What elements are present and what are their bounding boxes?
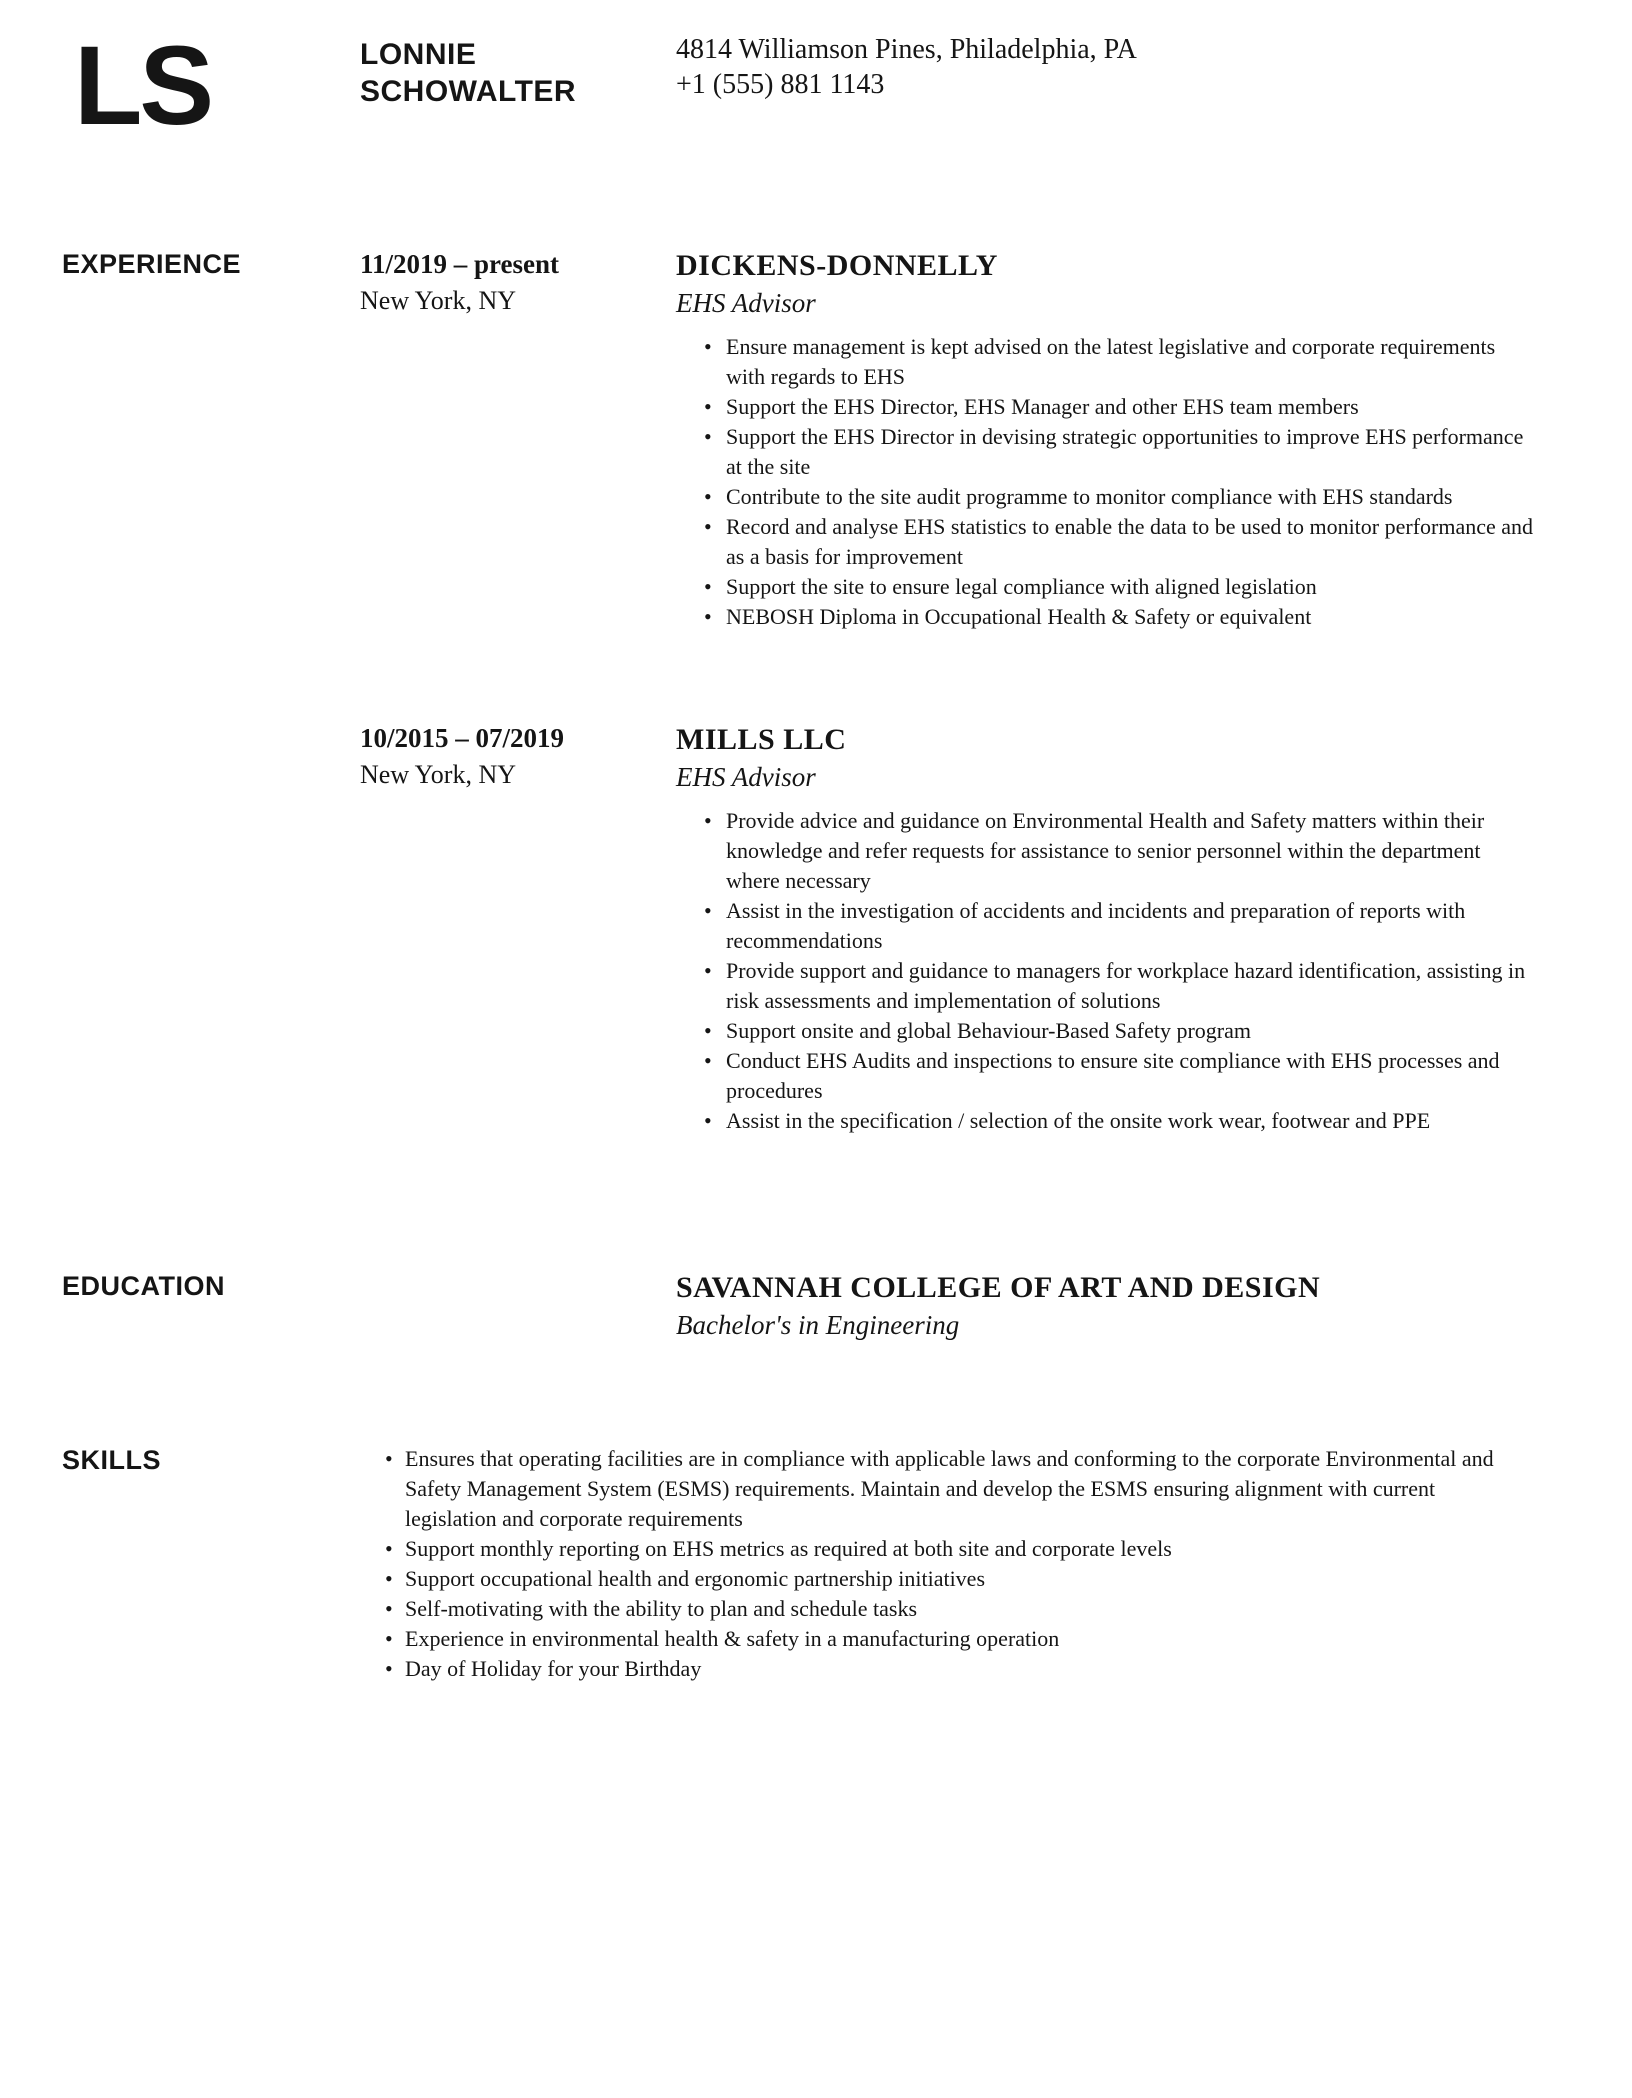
school-name: SAVANNAH COLLEGE OF ART AND DESIGN (676, 1271, 1321, 1304)
education-content (676, 1270, 1562, 1342)
header (62, 23, 1562, 148)
bullet-item: • Support onsite and global Behaviour-Based Safety program (676, 1016, 1536, 1046)
section-education (62, 1270, 1562, 1342)
skill-item: • Support occupational health and ergonomic partnership initiatives (360, 1564, 1523, 1594)
bullet-item: • Provide support and guidance to managers for workplace hazard identification, assisting in risk assessments and implementation of solutions (676, 956, 1536, 1016)
section-experience (62, 248, 1562, 632)
bullet-item: • Conduct EHS Audits and inspections to ensure site compliance with EHS processes and procedures (676, 1046, 1536, 1106)
bullet-item: • Support the site to ensure legal compliance with aligned legislation (676, 572, 1536, 602)
contact-phone: +1 (555) 881 1143 (676, 69, 885, 100)
bullet-item: • Support the EHS Director in devising strategic opportunities to improve EHS performance at the site (676, 422, 1536, 482)
bullet-item: • Assist in the investigation of accidents and incidents and preparation of reports with recommendations (676, 896, 1536, 956)
job2-title: EHS Advisor (676, 762, 816, 792)
bullet-item: • Assist in the specification / selection of the onsite work wear, footwear and PPE (676, 1106, 1536, 1136)
bullet-item: • Provide advice and guidance on Environmental Health and Safety matters within their knowledge and refer requests for assistance to senior personnel within the department where necessary (676, 806, 1536, 896)
first-name: LONNIE (360, 38, 477, 71)
education-label: EDUCATION (62, 1271, 225, 1301)
bullet-item: • Contribute to the site audit programme to monitor compliance with EHS standards (676, 482, 1536, 512)
job2-content (676, 722, 1562, 1136)
skill-item: • Support monthly reporting on EHS metrics as required at both site and corporate levels (360, 1534, 1523, 1564)
job1-bullets (676, 332, 1562, 632)
full-name (360, 30, 676, 110)
skill-item: • Experience in environmental health & safety in a manufacturing operation (360, 1624, 1523, 1654)
bullet-item: • Ensure management is kept advised on the latest legislative and corporate requirements with regards to EHS (676, 332, 1536, 392)
bullet-item: • Record and analyse EHS statistics to enable the data to be used to monitor performance and as a basis for improvement (676, 512, 1536, 572)
experience-label: EXPERIENCE (62, 249, 242, 279)
job2-company: MILLS LLC (676, 723, 847, 756)
skills-label: SKILLS (62, 1445, 162, 1475)
job2-bullets (676, 806, 1562, 1136)
experience-job2 (62, 722, 1562, 1136)
degree: Bachelor's in Engineering (676, 1310, 960, 1340)
last-name: SCHOWALTER (360, 75, 577, 108)
job1-content (676, 248, 1562, 632)
job1-title: EHS Advisor (676, 288, 816, 318)
job2-location: New York, NY (360, 760, 517, 789)
job2-dates: 10/2015 – 07/2019 (360, 723, 565, 753)
section-skills (62, 1444, 1562, 1684)
job1-company: DICKENS-DONNELLY (676, 249, 998, 282)
bullet-item: • NEBOSH Diploma in Occupational Health & Safety or equivalent (676, 602, 1536, 632)
job2-meta (360, 722, 676, 791)
skill-item: • Self-motivating with the ability to plan and schedule tasks (360, 1594, 1523, 1624)
skill-item: • Ensures that operating facilities are in compliance with applicable laws and conforming to the corporate Environmental and Safety Management System (ESMS) requirements. Maintain and develop the ESMS ensuring alignment with current legislation and corporate requirements (360, 1444, 1523, 1534)
contact-block (676, 30, 1562, 102)
contact-address: 4814 Williamson Pines, Philadelphia, PA (676, 34, 1137, 65)
job1-location: New York, NY (360, 286, 517, 315)
bullet-item: • Support the EHS Director, EHS Manager and other EHS team members (676, 392, 1536, 422)
job1-meta (360, 248, 676, 317)
job1-dates: 11/2019 – present (360, 249, 560, 279)
skills-list (360, 1444, 1562, 1684)
skill-item: • Day of Holiday for your Birthday (360, 1654, 1523, 1684)
monogram-initials: LS (74, 23, 212, 148)
